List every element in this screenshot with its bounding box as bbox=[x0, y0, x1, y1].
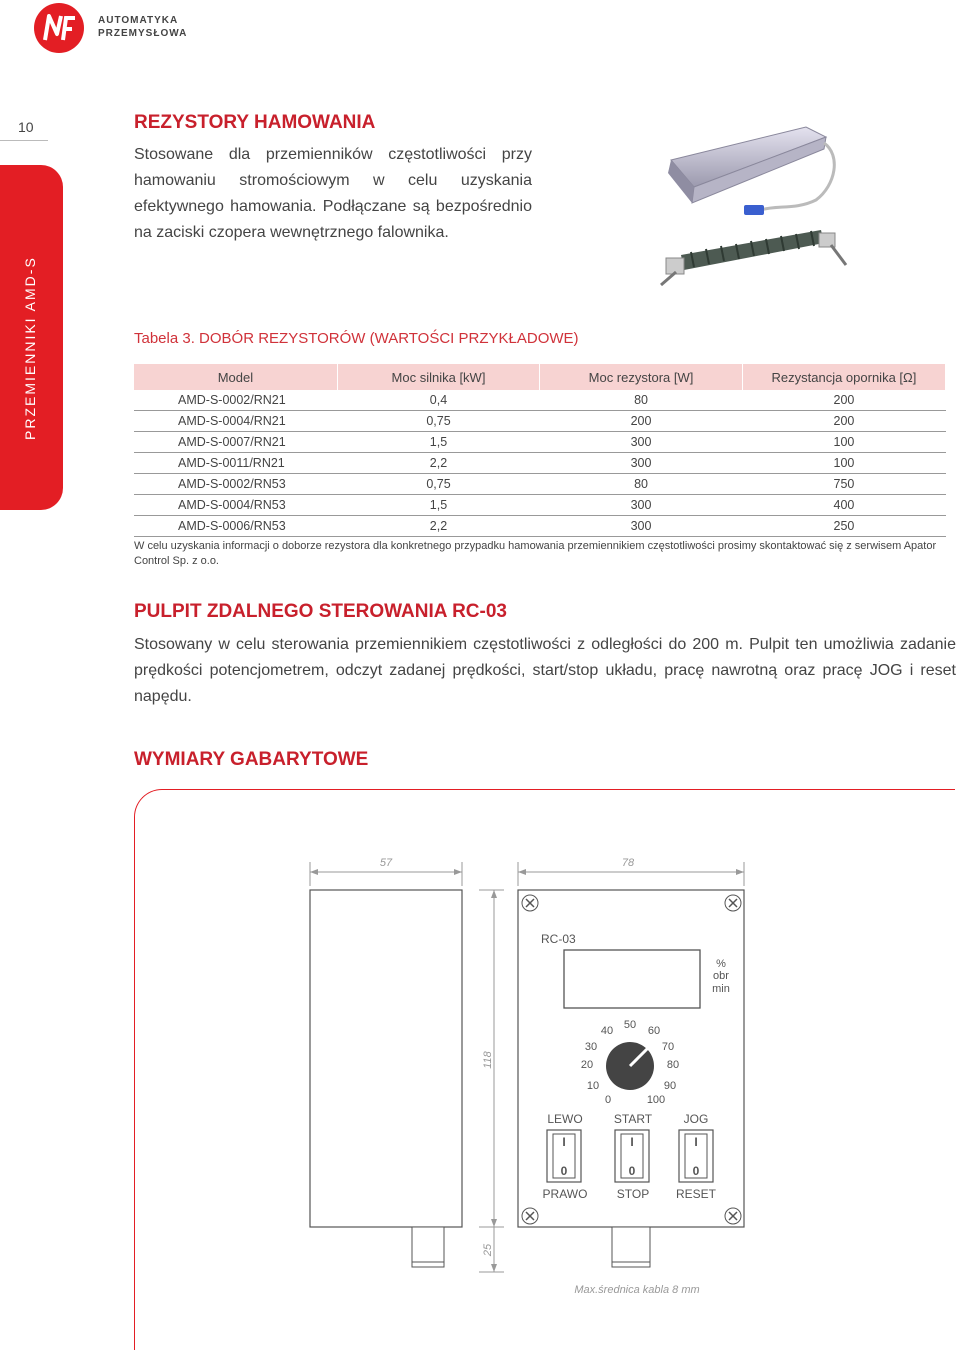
cell-model: AMD-S-0006/RN53 bbox=[134, 516, 337, 537]
cell-resistance: 750 bbox=[742, 474, 945, 495]
switch-label-reset: RESET bbox=[675, 1187, 717, 1201]
table-row bbox=[134, 495, 946, 516]
dial-mark: 30 bbox=[584, 1041, 598, 1053]
resistors-intro: Stosowane dla przemienników częstotliwości przy hamowaniu stromościowym w celu uzyskania efektywnego hamowania. Podłączane są bezpośrednio na zaciski czopera wewnętrznego falownika. bbox=[134, 146, 532, 241]
cell-model: AMD-S-0002/RN53 bbox=[134, 474, 337, 495]
cell-resistance: 250 bbox=[742, 516, 945, 537]
dim-height: 118 bbox=[482, 1051, 494, 1069]
cable-note: Max.średnica kabla 8 mm bbox=[574, 1284, 700, 1296]
cell-resistor-power: 80 bbox=[540, 474, 743, 495]
column-header-resistance: Rezystancja opornika [Ω] bbox=[742, 364, 945, 390]
brand-line-2: PRZEMYSŁOWA bbox=[98, 28, 188, 39]
display-window bbox=[564, 950, 700, 1008]
brand-line-1: AUTOMATYKA bbox=[98, 15, 179, 26]
cell-motor-power: 1,5 bbox=[337, 432, 539, 453]
cell-resistor-power: 200 bbox=[540, 411, 743, 432]
dim-side-width: 57 bbox=[379, 857, 393, 869]
cell-model: AMD-S-0002/RN21 bbox=[134, 390, 337, 411]
column-header-resistor-power: Moc rezystora [W] bbox=[540, 364, 743, 390]
switch-label-stop: STOP bbox=[616, 1187, 650, 1201]
switch-label-left: LEWO bbox=[547, 1112, 583, 1126]
cell-motor-power: 1,5 bbox=[337, 495, 539, 516]
cell-resistor-power: 300 bbox=[540, 432, 743, 453]
section-title-remote-panel: PULPIT ZDALNEGO STEROWANIA RC-03 bbox=[134, 601, 507, 622]
cell-motor-power: 0,4 bbox=[337, 390, 539, 411]
dial-mark: 80 bbox=[666, 1059, 680, 1071]
page-number: 10 bbox=[18, 119, 34, 135]
cell-model: AMD-S-0004/RN21 bbox=[134, 411, 337, 432]
remote-panel-description: Stosowany w celu sterowania przemiennikiem częstotliwości z odległości do 200 m. Pulpit ten umożliwia zadanie prędkości potencjometrem, odczyt zadanej prędkości, start/stop układu, pracę nawrotną oraz pracę JOG i reset napędu. bbox=[134, 636, 956, 705]
cell-model: AMD-S-0004/RN53 bbox=[134, 495, 337, 516]
dial-mark: 50 bbox=[623, 1019, 637, 1031]
table-row bbox=[134, 474, 946, 495]
dial-mark: 0 bbox=[604, 1094, 612, 1106]
dial-mark: 70 bbox=[661, 1041, 675, 1053]
dial-mark: 20 bbox=[580, 1059, 594, 1071]
dial-mark: 60 bbox=[647, 1025, 661, 1037]
table-row bbox=[134, 432, 946, 453]
cell-motor-power: 2,2 bbox=[337, 516, 539, 537]
cell-resistance: 200 bbox=[742, 390, 945, 411]
cell-motor-power: 0,75 bbox=[337, 474, 539, 495]
cell-resistor-power: 300 bbox=[540, 495, 743, 516]
table-row bbox=[134, 411, 946, 432]
resistor-table bbox=[134, 364, 946, 537]
cell-model: AMD-S-0007/RN21 bbox=[134, 432, 337, 453]
cell-resistance: 200 bbox=[742, 411, 945, 432]
cell-resistance: 400 bbox=[742, 495, 945, 516]
dial-mark: 100 bbox=[646, 1094, 666, 1106]
dial-mark: 40 bbox=[600, 1025, 614, 1037]
switch-off-mark: 0 bbox=[628, 1164, 636, 1178]
cell-resistance: 100 bbox=[742, 432, 945, 453]
front-view-cable-gland bbox=[612, 1227, 650, 1267]
unit-rpm-bottom: min bbox=[712, 983, 730, 995]
cell-resistor-power: 80 bbox=[540, 390, 743, 411]
cell-resistance: 100 bbox=[742, 453, 945, 474]
switch-label-start: START bbox=[613, 1112, 653, 1126]
table-row bbox=[134, 390, 946, 411]
side-tab-label: PRZEMIENNIKI AMD-S bbox=[22, 256, 38, 440]
page-number-rule bbox=[0, 140, 48, 141]
cell-resistor-power: 300 bbox=[540, 516, 743, 537]
brand-name bbox=[98, 14, 187, 40]
switch-off-mark: 0 bbox=[560, 1164, 568, 1178]
unit-percent: % bbox=[716, 958, 726, 970]
device-label: RC-03 bbox=[541, 932, 576, 946]
dim-front-width: 78 bbox=[621, 857, 635, 869]
resistor-product-image bbox=[636, 125, 856, 300]
switch-on-mark: I bbox=[694, 1135, 698, 1149]
cell-motor-power: 0,75 bbox=[337, 411, 539, 432]
table-caption: Tabela 3. DOBÓR REZYSTORÓW (WARTOŚCI PRZYKŁADOWE) bbox=[134, 330, 579, 347]
table-header-row bbox=[134, 364, 946, 390]
switch-off-mark: 0 bbox=[692, 1164, 700, 1178]
table-row bbox=[134, 516, 946, 537]
dial-mark: 90 bbox=[663, 1080, 677, 1092]
switch-on-mark: I bbox=[562, 1135, 566, 1149]
cell-motor-power: 2,2 bbox=[337, 453, 539, 474]
column-header-model: Model bbox=[134, 364, 337, 390]
section-title-resistors: REZYSTORY HAMOWANIA bbox=[134, 112, 376, 133]
dim-gland: 25 bbox=[482, 1243, 494, 1257]
side-view-cable-gland bbox=[412, 1227, 444, 1267]
section-title-dimensions: WYMIARY GABARYTOWE bbox=[134, 749, 369, 770]
switch-label-right: PRAWO bbox=[542, 1187, 588, 1201]
cell-resistor-power: 300 bbox=[540, 453, 743, 474]
switch-on-mark: I bbox=[630, 1135, 634, 1149]
unit-rpm-top: obr bbox=[713, 970, 729, 982]
table-note: W celu uzyskania informacji o doborze rezystora dla konkretnego przypadku hamowania przemiennikiem częstotliwości prosimy skontaktować się z serwisem Apator Control Sp. z o.o. bbox=[134, 540, 937, 567]
side-view-body bbox=[310, 890, 462, 1227]
column-header-motor-power: Moc silnika [kW] bbox=[337, 364, 539, 390]
cell-model: AMD-S-0011/RN21 bbox=[134, 453, 337, 474]
company-logo bbox=[33, 2, 85, 54]
switch-label-jog: JOG bbox=[683, 1112, 709, 1126]
dial-mark: 10 bbox=[586, 1080, 600, 1092]
dimension-drawing bbox=[134, 790, 954, 1350]
table-row bbox=[134, 453, 946, 474]
